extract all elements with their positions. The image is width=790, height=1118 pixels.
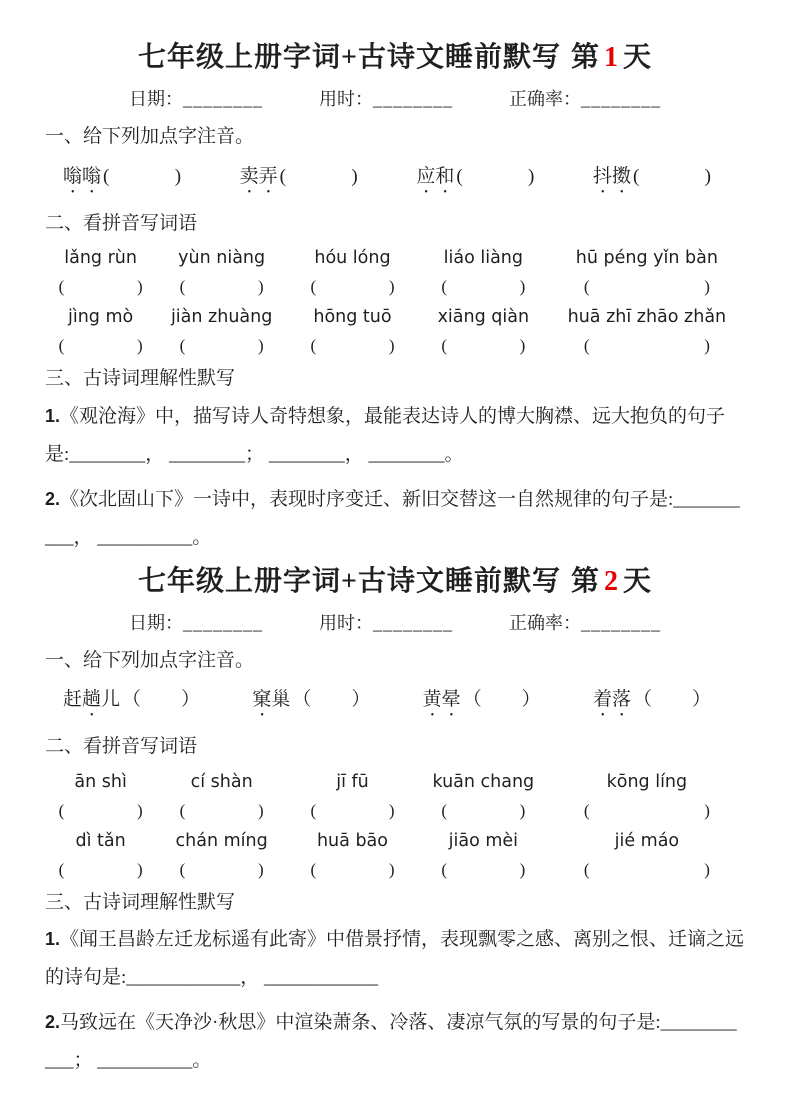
bracket-close: ) — [519, 277, 526, 296]
bracket-close: ） — [181, 689, 201, 710]
bracket-close: ) — [257, 859, 264, 879]
pinyin-cell: xiāng qiàn — [437, 307, 530, 327]
pinyin-cell: jiāo mèi — [448, 830, 519, 851]
answer-bracket — [456, 161, 534, 193]
pinyin-cell: liáo liàng — [443, 248, 524, 268]
bracket-close: ） — [691, 689, 711, 710]
bracket-close: ) — [136, 336, 143, 355]
phonetic-word — [63, 684, 200, 721]
pinyin-cell: hū péng yǐn bàn — [575, 248, 718, 268]
time-blank: ________ — [373, 89, 453, 109]
title-day-number: 2 — [603, 565, 619, 597]
pinyin-cell: huā bāo — [316, 830, 388, 851]
time-field — [319, 609, 453, 635]
bracket-cell — [156, 801, 287, 821]
accuracy-field — [509, 609, 661, 635]
bracket-cell — [549, 277, 745, 297]
date-label: 日期： — [129, 89, 183, 109]
title-text: 七年级上册字词+古诗文睡前默写 — [138, 42, 561, 73]
bracket-cell — [287, 277, 418, 297]
question-text: 《次北固山下》一诗中，表现时序变迁、新旧交替这一自然规律的句子是:__________， __________。 — [45, 488, 740, 548]
bracket-cell — [418, 801, 549, 821]
dictation-question — [45, 398, 745, 474]
question-text: 马致远在《天净沙·秋思》中渲染萧条、冷落、凄凉气氛的写景的句子是:___________； __________。 — [45, 1012, 737, 1071]
bracket-cell — [287, 336, 418, 356]
pinyin-cell: lǎng rùn — [64, 248, 137, 268]
answer-bracket — [292, 684, 370, 716]
answer-brackets-row — [45, 801, 745, 821]
bracket-close: ) — [388, 336, 395, 355]
bracket-close: ) — [388, 800, 395, 820]
bracket-cell — [156, 860, 287, 880]
pinyin-row — [45, 831, 745, 851]
bracket-open: （ — [122, 689, 142, 710]
question-number: 2. — [45, 1012, 61, 1032]
bracket-close: ) — [257, 800, 264, 820]
date-blank: ________ — [183, 612, 263, 633]
bracket-cell — [45, 801, 156, 821]
dictation-question — [45, 921, 745, 997]
bracket-open: （ — [633, 689, 653, 710]
bracket-close: ) — [174, 165, 182, 187]
bracket-open: ( — [632, 165, 640, 187]
pinyin-cell: jiàn zhuàng — [170, 307, 273, 327]
pinyin-cell: hōng tuō — [313, 307, 392, 327]
pinyin-cell: kuān chang — [432, 771, 535, 792]
phonetic-words-row — [45, 679, 745, 724]
bracket-cell — [418, 860, 549, 880]
pinyin-cell: kōng líng — [606, 771, 688, 792]
bracket-open: ( — [58, 800, 65, 820]
bracket-open: ( — [179, 800, 186, 820]
title-day-label: 第 — [570, 565, 600, 597]
bracket-cell — [287, 801, 418, 821]
date-label: 日期： — [129, 612, 183, 633]
meta-row — [45, 85, 745, 111]
bracket-open: ( — [441, 336, 447, 355]
accuracy-label: 正确率： — [509, 89, 581, 109]
worksheet-day-1 — [45, 40, 745, 557]
pinyin-cell: jié máo — [614, 830, 680, 851]
pinyin-cell: cí shàn — [190, 771, 253, 792]
phonetic-word — [593, 161, 711, 198]
accuracy-field — [509, 85, 661, 111]
bracket-open: ( — [583, 800, 590, 820]
dictation-question — [45, 481, 745, 557]
pinyin-cell: chán míng — [175, 830, 268, 851]
bracket-open: ( — [583, 336, 590, 355]
accuracy-blank: ________ — [581, 612, 661, 633]
phonetic-word — [252, 684, 370, 721]
title-day-suffix: 天 — [622, 565, 652, 597]
title-day-suffix: 天 — [622, 42, 652, 73]
bracket-open: ( — [179, 277, 186, 296]
pinyin-cell: jī fū — [336, 771, 369, 792]
bracket-cell — [549, 801, 745, 821]
phonetic-word — [416, 161, 534, 198]
bracket-cell — [45, 860, 156, 880]
word-dotted: 黄晕 — [422, 689, 461, 710]
bracket-close: ) — [528, 165, 535, 187]
bracket-cell — [287, 860, 418, 880]
bracket-cell — [45, 336, 156, 356]
word-dotted: 着落 — [592, 689, 631, 710]
question-text: 《闻王昌龄左迁龙标遥有此寄》中借景抒情，表现飘零之感、离别之恨、迁谪之远的诗句是:____________， ____________ — [45, 929, 745, 988]
accuracy-label: 正确率： — [509, 612, 581, 633]
bracket-close: ) — [257, 336, 264, 355]
bracket-close: ） — [521, 689, 541, 710]
date-blank: ________ — [183, 89, 263, 109]
bracket-cell — [418, 277, 549, 297]
bracket-close: ) — [136, 277, 143, 296]
section-three-heading: 三、古诗词理解性默写 — [45, 891, 236, 913]
question-text: 《观沧海》中，描写诗人奇特想象，最能表达诗人的博大胸襟、远大抱负的句子是:________， ________； ________， ________。 — [45, 405, 726, 465]
answer-bracket — [103, 161, 181, 193]
bracket-close: ) — [519, 859, 526, 879]
bracket-open: ( — [58, 859, 65, 879]
answer-brackets-row — [45, 860, 745, 880]
bracket-close: ) — [704, 336, 710, 355]
phonetic-word — [423, 684, 541, 721]
worksheet-title — [45, 40, 745, 75]
bracket-open: ( — [441, 859, 447, 879]
accuracy-blank: ________ — [581, 89, 661, 109]
pinyin-cell: huā zhī zhāo zhǎn — [567, 307, 727, 327]
bracket-open: ( — [441, 277, 447, 296]
answer-brackets-row — [45, 277, 745, 297]
section-two-heading: 二、看拼音写词语 — [45, 736, 198, 757]
word-dotted: 抖擞 — [592, 165, 631, 187]
bracket-close: ) — [136, 800, 143, 820]
bracket-open: ( — [179, 336, 186, 355]
section-two-heading: 二、看拼音写词语 — [45, 212, 198, 234]
word-dotted: 嗡嗡 — [63, 165, 102, 187]
bracket-open: ( — [310, 336, 317, 355]
bracket-open: （ — [292, 689, 312, 710]
bracket-close: ) — [704, 277, 710, 296]
title-day-number: 1 — [603, 42, 619, 73]
bracket-open: ( — [58, 336, 65, 355]
bracket-close: ) — [388, 277, 395, 296]
meta-row — [45, 609, 745, 635]
pinyin-row — [45, 307, 745, 327]
pinyin-row — [45, 772, 745, 792]
time-label: 用时： — [319, 89, 373, 109]
bracket-open: ( — [310, 859, 317, 879]
section-three-heading: 三、古诗词理解性默写 — [45, 368, 236, 389]
pinyin-cell: dì tǎn — [75, 830, 126, 851]
bracket-close: ) — [257, 277, 264, 296]
title-day-label: 第 — [570, 42, 600, 73]
title-text: 七年级上册字词+古诗文睡前默写 — [138, 565, 561, 597]
bracket-close: ) — [388, 859, 395, 879]
word-dotted: 窠 — [252, 689, 272, 710]
bracket-open: ( — [310, 277, 317, 296]
bracket-cell — [549, 336, 745, 356]
answer-bracket — [463, 684, 541, 716]
phonetic-words-row — [45, 156, 745, 201]
word-post: 儿 — [101, 689, 121, 710]
bracket-open: ( — [456, 165, 463, 187]
date-field — [129, 85, 263, 111]
bracket-close: ) — [351, 165, 358, 187]
pinyin-cell: jìng mò — [67, 307, 134, 327]
bracket-close: ) — [519, 336, 526, 355]
bracket-open: ( — [441, 800, 447, 820]
worksheet-day-2 — [45, 564, 745, 1081]
bracket-open: ( — [583, 859, 590, 879]
bracket-open: ( — [103, 165, 110, 187]
bracket-close: ) — [136, 859, 143, 879]
question-number: 1. — [45, 405, 61, 426]
bracket-cell — [156, 336, 287, 356]
bracket-cell — [45, 277, 156, 297]
bracket-close: ) — [704, 859, 710, 879]
time-blank: ________ — [373, 612, 453, 633]
phonetic-word — [240, 161, 358, 198]
phonetic-word — [63, 161, 181, 198]
phonetic-word — [593, 684, 711, 721]
pinyin-cell: yùn niàng — [178, 248, 266, 268]
bracket-open: （ — [462, 689, 482, 710]
word-post: 巢 — [271, 689, 291, 710]
word-dotted: 趟 — [82, 689, 102, 710]
bracket-open: ( — [583, 277, 590, 296]
section-one-heading: 一、给下列加点字注音。 — [45, 649, 255, 671]
bracket-close: ) — [519, 800, 526, 820]
section-one-heading: 一、给下列加点字注音。 — [45, 126, 255, 147]
bracket-open: ( — [179, 859, 186, 879]
bracket-cell — [418, 336, 549, 356]
time-label: 用时： — [319, 612, 373, 633]
worksheet-title — [45, 564, 745, 599]
bracket-cell — [549, 860, 745, 880]
word-dotted: 应和 — [416, 165, 455, 187]
dictation-question — [45, 1004, 745, 1080]
word-dotted: 卖弄 — [239, 165, 278, 187]
bracket-open: ( — [58, 277, 65, 296]
bracket-open: ( — [279, 165, 286, 187]
bracket-cell — [156, 277, 287, 297]
bracket-close: ) — [704, 800, 710, 820]
answer-bracket — [633, 161, 711, 193]
answer-bracket — [633, 684, 711, 716]
answer-bracket — [280, 161, 358, 193]
bracket-close: ） — [351, 689, 371, 710]
bracket-open: ( — [310, 800, 317, 820]
pinyin-row — [45, 248, 745, 268]
word-pre: 赶 — [63, 689, 83, 710]
question-number: 1. — [45, 929, 61, 949]
time-field — [319, 85, 453, 111]
question-number: 2. — [45, 488, 61, 509]
bracket-close: ) — [704, 165, 711, 187]
answer-bracket — [122, 684, 200, 716]
date-field — [129, 609, 263, 635]
pinyin-cell: ān shì — [74, 771, 127, 792]
answer-brackets-row — [45, 336, 745, 356]
pinyin-cell: hóu lóng — [314, 248, 391, 268]
